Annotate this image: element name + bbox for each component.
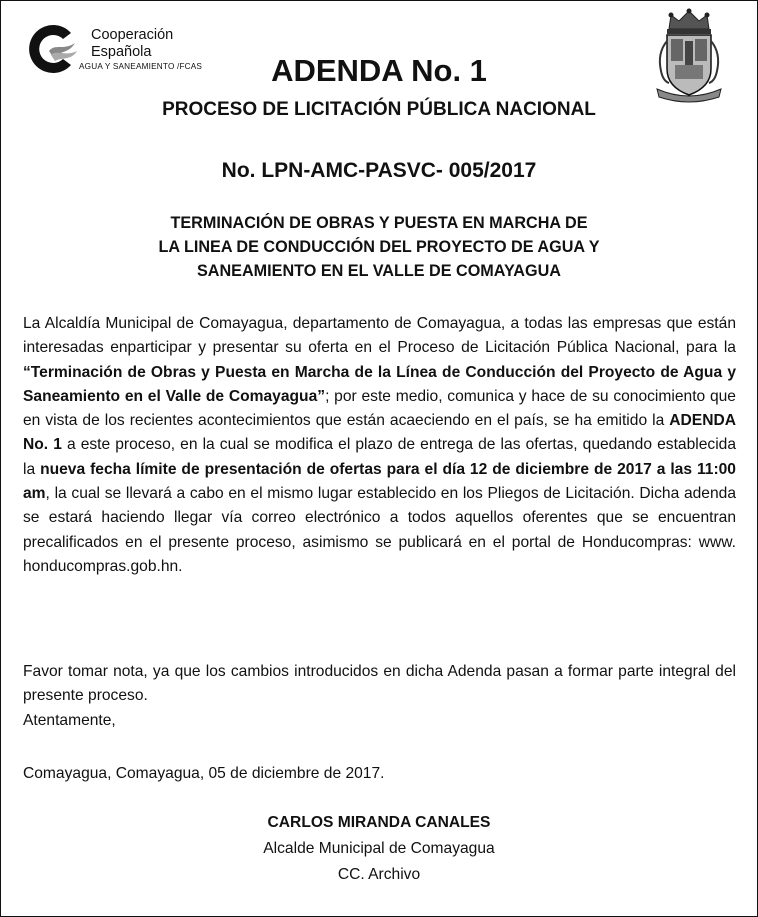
p1-adenda-ref: ADENDA No. 1 <box>23 412 736 454</box>
closing-salutation: Atentamente, <box>23 712 116 729</box>
project-heading-line3: SANEAMIENTO EN EL VALLE DE COMAYAGUA <box>197 262 561 280</box>
signatory-title: Alcalde Municipal de Comayagua <box>263 840 495 857</box>
p1-text-a: La Alcaldía Municipal de Comayagua, departamento de Comayagua, a todas las empresas que están interesadas enparticipar y presentar su oferta en el Proceso de Licitación Pública Nacional, para la <box>23 315 736 357</box>
p1-text-g: , la cual se llevará a cabo en el mismo lugar establecido en los Pliegos de Licitación. Dicha adenda se estará haciendo llegar vía correo electrónico a todos aquellos oferentes que se encuentran precalificados en el presente proceso, asimismo se publicará en el portal de Honducompras: www. honducompras.gob.hn. <box>23 485 736 575</box>
document-title: ADENDA No. 1 <box>271 53 487 88</box>
project-heading-line1: TERMINACIÓN DE OBRAS Y PUESTA EN MARCHA DE <box>170 214 588 232</box>
carbon-copy: CC. Archivo <box>337 866 421 883</box>
project-heading-line2: LA LINEA DE CONDUCCIÓN DEL PROYECTO DE AGUA Y <box>158 238 600 256</box>
logo-text-line1: Cooperación <box>91 27 174 43</box>
document-subtitle: PROCESO DE LICITACIÓN PÚBLICA NACIONAL <box>162 99 596 120</box>
logo-text-line3: AGUA Y SANEAMIENTO /FCAS <box>79 62 203 71</box>
logo-text-line2: Española <box>91 44 152 60</box>
body-paragraph-1 <box>23 312 736 579</box>
body-paragraph-2: Favor tomar nota, ya que los cambios introducidos en dicha Adenda pasan a formar parte integral del presente proceso. <box>23 663 736 705</box>
project-heading <box>1 211 757 283</box>
p1-new-deadline: nueva fecha límite de presentación de ofertas para el día 12 de diciembre de 2017 a las 11:00 am <box>23 460 736 503</box>
p1-text-e: a este proceso, en la cual se modifica el plazo de entrega de las ofertas, quedando establecida la <box>23 436 736 478</box>
place-and-date: Comayagua, Comayagua, 05 de diciembre de 2017. <box>23 765 385 782</box>
process-number: No. LPN-AMC-PASVC- 005/2017 <box>221 159 537 182</box>
p1-text-c: ; por este medio, comunica y hace de su conocimiento que en vista de los recientes acontecimientos que están acaeciendo en el país, se ha emitido la <box>23 387 736 430</box>
signatory-name: CARLOS MIRANDA CANALES <box>267 814 491 831</box>
p1-project-name: “Terminación de Obras y Puesta en Marcha de la Línea de Conducción del Proyecto de Agua y Saneamiento en el Valle de Comayagua” <box>23 363 736 405</box>
